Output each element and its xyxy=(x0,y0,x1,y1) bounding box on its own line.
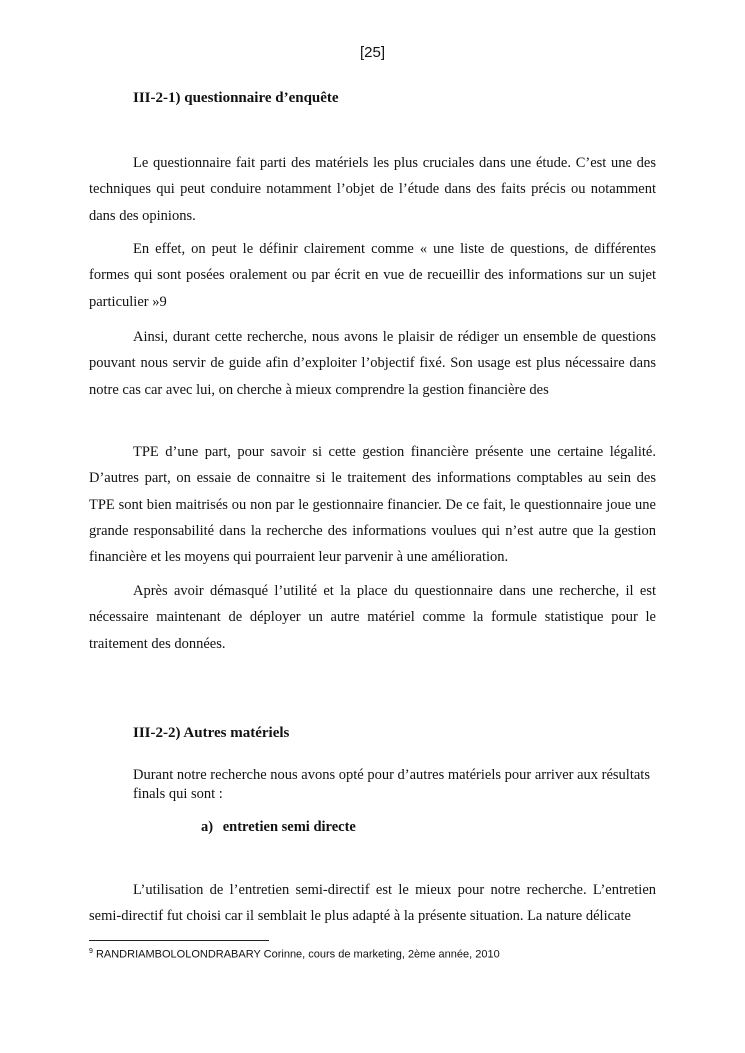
section-heading-questionnaire: III-2-1) questionnaire d’enquête xyxy=(133,90,339,106)
footnote-marker: 9 xyxy=(89,948,93,955)
materials-intro: Durant notre recherche nous avons opté pour d’autres matériels pour arriver aux résultats finals qui sont : xyxy=(133,767,650,802)
paragraph-3: Ainsi, durant cette recherche, nous avons le plaisir de rédiger un ensemble de questions pouvant nous servir de guide afin d’exploiter l’objectif fixé. Son usage est plus nécessaire dans notre cas car avec lui, on cherche à mieux comprendre la gestion financière des xyxy=(89,329,656,398)
paragraph-2: En effet, on peut le définir clairement comme « une liste de questions, de différentes formes qui sont posées oralement ou par écrit en vue de recueillir des informations sur un sujet particulier »9 xyxy=(89,241,656,310)
paragraph-5: Après avoir démasqué l’utilité et la place du questionnaire dans une recherche, il est nécessaire maintenant de déployer un autre matériel comme la formule statistique pour le traitement des données. xyxy=(89,583,656,652)
paragraph-4: TPE d’une part, pour savoir si cette gestion financière présente une certaine légalité. D’autres part, on essaie de connaitre si le traitement des informations comptables au sein des TPE sont bien maitrisés ou non par le gestionnaire financier. De ce fait, le questionnaire joue une grande responsabilité dans la recherche des informations voulues qui n’est autre que la gestion financière et les moyens qui pourraient leur parvenir à une amélioration. xyxy=(89,444,656,566)
paragraph-1: Le questionnaire fait parti des matériels les plus cruciales dans une étude. C’est une des techniques qui peut conduire notamment l’objet de l’étude dans des faits précis ou notamment dans des opinions. xyxy=(89,155,656,224)
list-item-label: entretien semi directe xyxy=(222,819,356,835)
footnote xyxy=(89,948,500,961)
footnote-separator xyxy=(89,940,269,941)
paragraph-entretien: L’utilisation de l’entretien semi-directif est le mieux pour notre recherche. L’entretien semi-directif fut choisi car il semblait le plus adapté à la présente situation. La nature délicate xyxy=(89,882,656,925)
list-item xyxy=(201,819,356,836)
section-heading-autres-materiels: III-2-2) Autres matériels xyxy=(133,725,290,741)
list-marker: a) xyxy=(201,819,214,835)
footnote-text: RANDRIAMBOLOLONDRABARY Corinne, cours de marketing, 2ème année, 2010 xyxy=(92,948,500,961)
page-number: [25] xyxy=(359,44,386,61)
